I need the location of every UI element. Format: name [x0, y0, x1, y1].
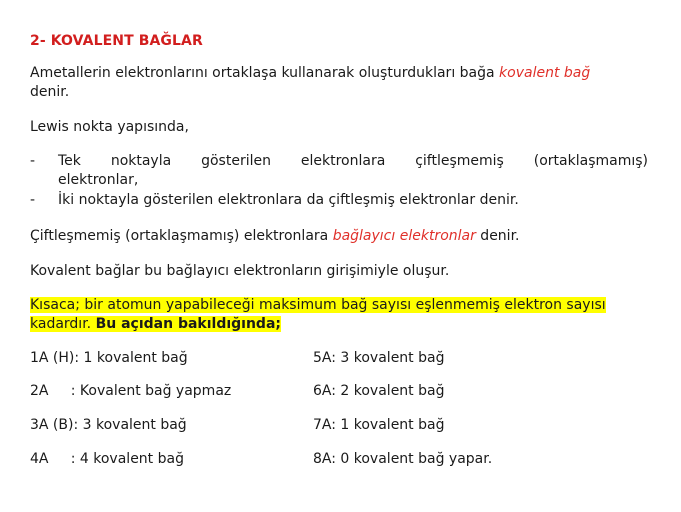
group-right: 8A: 0 kovalent bağ yapar. [313, 451, 493, 467]
section-heading: 2- KOVALENT BAĞLAR [30, 33, 203, 49]
bonding-paragraph [30, 227, 648, 246]
kovalent-bag-term: kovalent bağ [499, 65, 591, 81]
lewis-intro: Lewis nokta yapısında, [30, 119, 189, 135]
list-item [30, 152, 648, 190]
group-row [30, 382, 648, 401]
group-left: 2A : Kovalent bağ yapmaz [30, 383, 232, 399]
summary-bold: Bu açıdan bakıldığında; [95, 316, 281, 332]
list-item-line1: Tek noktayla gösterilen elektronlara çiftleşmemiş (ortaklaşmamış) [58, 153, 648, 169]
bonding-pre: Çiftleşmemiş (ortaklaşmamış) elektronlara [30, 228, 333, 244]
group-left: 1A (H): 1 kovalent bağ [30, 350, 188, 366]
intro-paragraph [30, 64, 648, 102]
list-dash: - [30, 153, 36, 169]
group-right: 5A: 3 kovalent bağ [313, 350, 445, 366]
group-right: 7A: 1 kovalent bağ [313, 417, 445, 433]
list-item [30, 191, 648, 210]
summary-line1: Kısaca; bir atomun yapabileceği maksimum bağ sayısı eşlenmemiş elektron sayısı [30, 297, 606, 313]
summary-line2: kadardır. [30, 316, 96, 332]
intro-line2: denir. [30, 84, 70, 100]
group-row [30, 450, 648, 469]
intro-text: Ametallerin elektronlarını ortaklaşa kullanarak oluşturdukları bağa [30, 65, 500, 81]
group-row [30, 349, 648, 368]
group-row [30, 416, 648, 435]
baglayici-elektronlar-term: bağlayıcı elektronlar [332, 228, 476, 244]
bonding-post: denir. [475, 228, 520, 244]
list-dash: - [30, 192, 36, 208]
group-right: 6A: 2 kovalent bağ [313, 383, 445, 399]
group-left: 4A : 4 kovalent bağ [30, 451, 184, 467]
formation-paragraph: Kovalent bağlar bu bağlayıcı elektronların girişimiyle oluşur. [30, 263, 450, 279]
group-left: 3A (B): 3 kovalent bağ [30, 417, 187, 433]
list-item-line2: elektronlar, [58, 172, 139, 188]
summary-paragraph [30, 296, 648, 334]
list-item-line1: İki noktayla gösterilen elektronlara da çiftleşmiş elektronlar denir. [58, 192, 519, 208]
